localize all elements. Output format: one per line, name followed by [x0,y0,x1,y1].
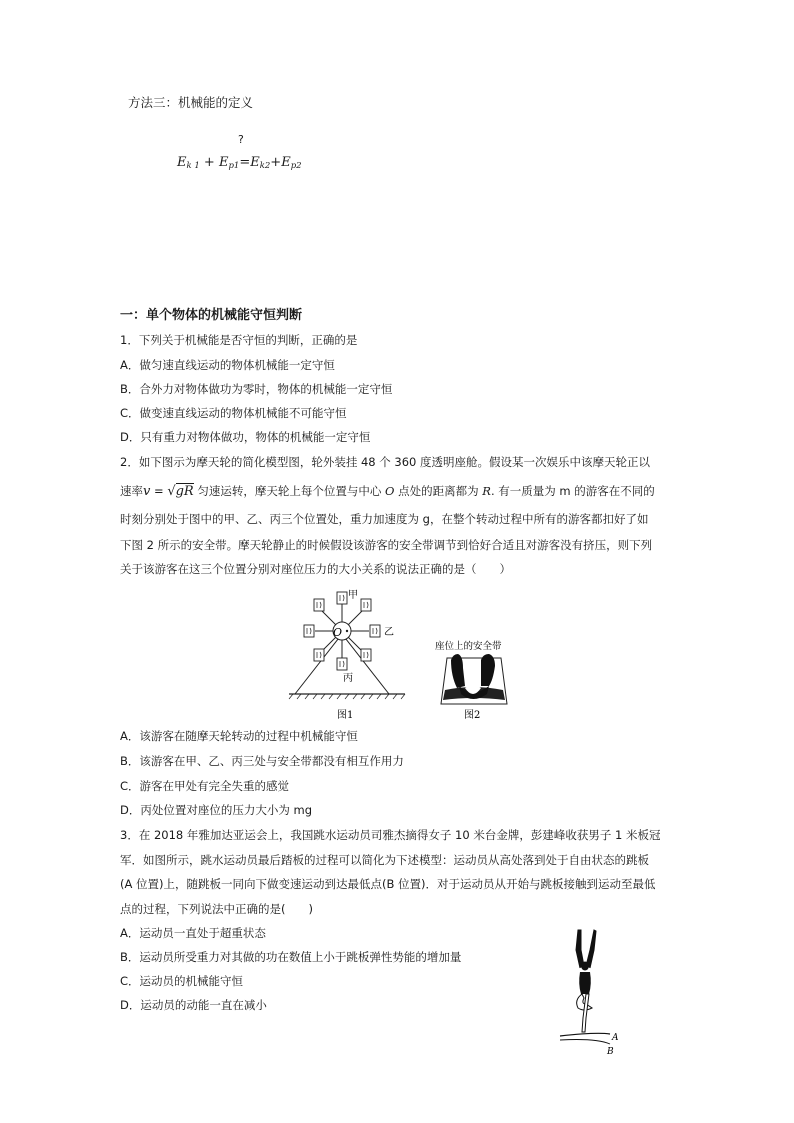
q3-option-b: B．运动员所受重力对其做的功在数值上小于跳板弹性势能的增加量 [120,950,462,964]
q3-line-1: 3．在 2018 年雅加达亚运会上，我国跳水运动员司雅杰摘得女子 10 米台金牌，彭建峰收获男子 1 米板冠 [120,828,661,842]
q1-stem: 1．下列关于机械能是否守恒的判断，正确的是 [120,333,358,347]
q2-line-4: 下图 2 所示的安全带。摩天轮静止的时候假设该游客的安全带调节到恰好合适且对游客没有挤压，则下列 [120,538,653,552]
q3-line-3: (A 位置)上，随跳板一同向下做变速运动到达最低点(B 位置)．对于运动员从开始与跳板接触到运动至最低 [120,877,656,891]
seat-caption: 座位上的安全带 [435,641,502,652]
q3-option-d: D．运动员的动能一直在减小 [120,998,267,1012]
section-heading: 一：单个物体的机械能守恒判断 [120,308,303,323]
q2-line-2: 速率v = √gR 匀速运转，摩天轮上每个位置与中心 O 点处的距离都为 R. 有一质量为 m 的游客在不同的 [120,484,655,499]
q3-option-c: C．运动员的机械能守恒 [120,974,244,988]
seat-belt-figure [433,638,515,720]
question-mark: ? [238,133,244,146]
sqrt-expression: √gR [167,484,194,499]
fig1-caption: 图1 [337,710,354,720]
q1-option-a: A．做匀速直线运动的物体机械能一定守恒 [120,358,335,372]
label-bing: 丙 [343,673,353,684]
energy-equation: $E_{k 1} + E_{p1}=E_{k2}+E_{p2}$ [177,155,302,171]
q2-option-d: D．丙处位置对座位的压力大小为 mg [120,803,313,817]
q3-option-a: A．运动员一直处于超重状态 [120,926,266,940]
label-yi: 乙 [384,627,394,638]
center-o-label: O [333,626,343,639]
q2-option-a: A．该游客在随摩天轮转动的过程中机械能守恒 [120,729,358,743]
label-a: A [612,1033,619,1043]
q3-line-4: 点的过程，下列说法中正确的是( ) [120,902,313,916]
ferris-wheel-figure [285,586,410,720]
diver-figure [556,928,626,1062]
q1-option-d: D．只有重力对物体做功，物体的机械能一定守恒 [120,430,371,444]
method-title: 方法三：机械能的定义 [128,95,254,110]
q2-option-b: B．该游客在甲、乙、丙三处与安全带都没有相互作用力 [120,754,404,768]
fig2-caption: 图2 [464,710,481,720]
q2-line-5: 关于该游客在这三个位置分别对座位压力的大小关系的说法正确的是（ ） [120,562,511,576]
label-jia: 甲 [348,590,358,601]
q1-option-c: C．做变速直线运动的物体机械能不可能守恒 [120,406,347,420]
q2-line-1: 2．如下图示为摩天轮的简化模型图，轮外装挂 48 个 360 度透明座舱。假设某一次娱乐中该摩天轮正以 [120,455,651,469]
q2-line-3: 时刻分别处于图中的甲、乙、丙三个位置处，重力加速度为 g，在整个转动过程中所有的游客都扣好了如 [120,512,649,526]
q2-option-c: C．游客在甲处有完全失重的感觉 [120,779,290,793]
q1-option-b: B．合外力对物体做功为零时，物体的机械能一定守恒 [120,382,393,396]
q3-line-2: 军．如图所示，跳水运动员最后踏板的过程可以简化为下述模型：运动员从高处落到处于自由状态的跳板 [120,853,649,867]
label-b: B [607,1047,614,1057]
